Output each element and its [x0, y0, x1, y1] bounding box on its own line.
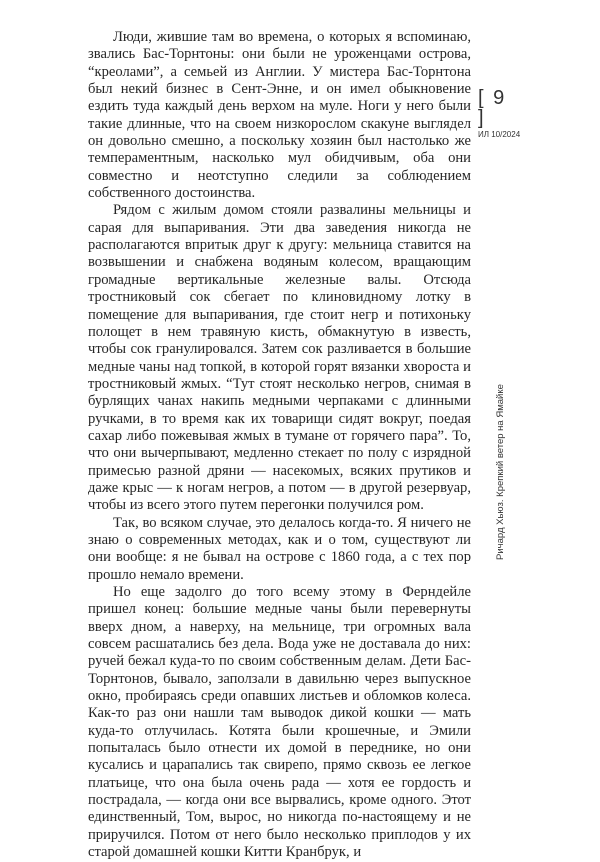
paragraph-3: Так, во всяком случае, это делалось когда-то. Я ничего не знаю о современных методах, как и о том, существуют ли они вообще: я не бывал на острове с 1860 года, а с тех пор прошло немало времени.: [88, 514, 471, 583]
paragraph-4: Но еще задолго до того всему этому в Ферндейле пришел конец: большие медные чаны были перевернуты вверх дном, а наверху, на мельнице, три огромных вала совсем расшатались без дела. Вода уже не доставала до них: ручей бежал куда-то по своим собственным делам. Дети Бас-Торнтонов, бывало, заползали в давильню через выпускное окно, пробираясь среди опавших листьев и обломков колеса. Как-то раз они нашли там выводок дикой кошки — мать куда-то отлучилась. Котята были крошечные, и Эмили попыталась было отнести их домой в переднике, но они кусались и царапались так свирепо, прямо сквозь ее легкое платьице, что она была очень рада — хотя ее гордость и пострадала, — когда они все вырвались, кроме одного. Этот единственный, Том, вырос, но никогда по-настоящему и не приручился. Потом от него было несколько приплодов у их старой домашней кошки Китти Кранбрук, и: [88, 584, 471, 861]
paragraph-1: Люди, жившие там во времена, о которых я вспоминаю, звались Бас-Торнтоны: они были не уроженцами острова, “креолами”, а семьей из Англии. У мистера Бас-Торнтона был некий бизнес в Сент-Энне, и он имел обыкновение ездить туда каждый день верхом на муле. Ноги у него были такие длинные, что на своем низкорослом скакуне выглядел он довольно смешно, а поскольку хозяин был настолько же темпераментным, насколько мул обидчивым, оба они совместно и неотступно следили за соблюдением собственного достоинства.: [88, 29, 471, 202]
article-body: [88, 29, 471, 862]
running-head: Ричард Хьюз. Крепкий ветер на Ямайке: [495, 384, 506, 560]
issue-label: ИЛ 10/2024: [478, 130, 521, 139]
page-number: [ 9 ]: [478, 87, 507, 129]
paragraph-2: Рядом с жилым домом стояли развалины мельницы и сарая для выпаривания. Эти два заведения никогда не располагаются впритык друг к другу: мельница ставится на возвышении и снабжена водяным колесом, вращающим громадные вертикальные железные валы. Отсюда тростниковый сок сбегает по клиновидному лотку в помещение для выпаривания, где стоит негр и потихоньку полощет в нем травяную кисть, обмакнутую в известь, чтобы сок гранулировался. Затем сок разливается в большие медные чаны над топкой, в которой горят вязанки хвороста и тростниковый жмых. “Тут стоят несколько негров, снимая в бурлящих чанах накипь медными черпаками с длинными ручками, в то время как их товарищи сидят вокруг, поедая сахар либо пожевывая жмых в тумане от горячего пара”. То, что они вычерпывают, медленно стекает по полу с изрядной примесью разной дряни — насекомых, всяких прутиков и даже крыс — к ногам негров, а потом — в другой резервуар, чтобы из всего этого путем перегонки получился ром.: [88, 202, 471, 514]
page-marker: [478, 87, 521, 140]
